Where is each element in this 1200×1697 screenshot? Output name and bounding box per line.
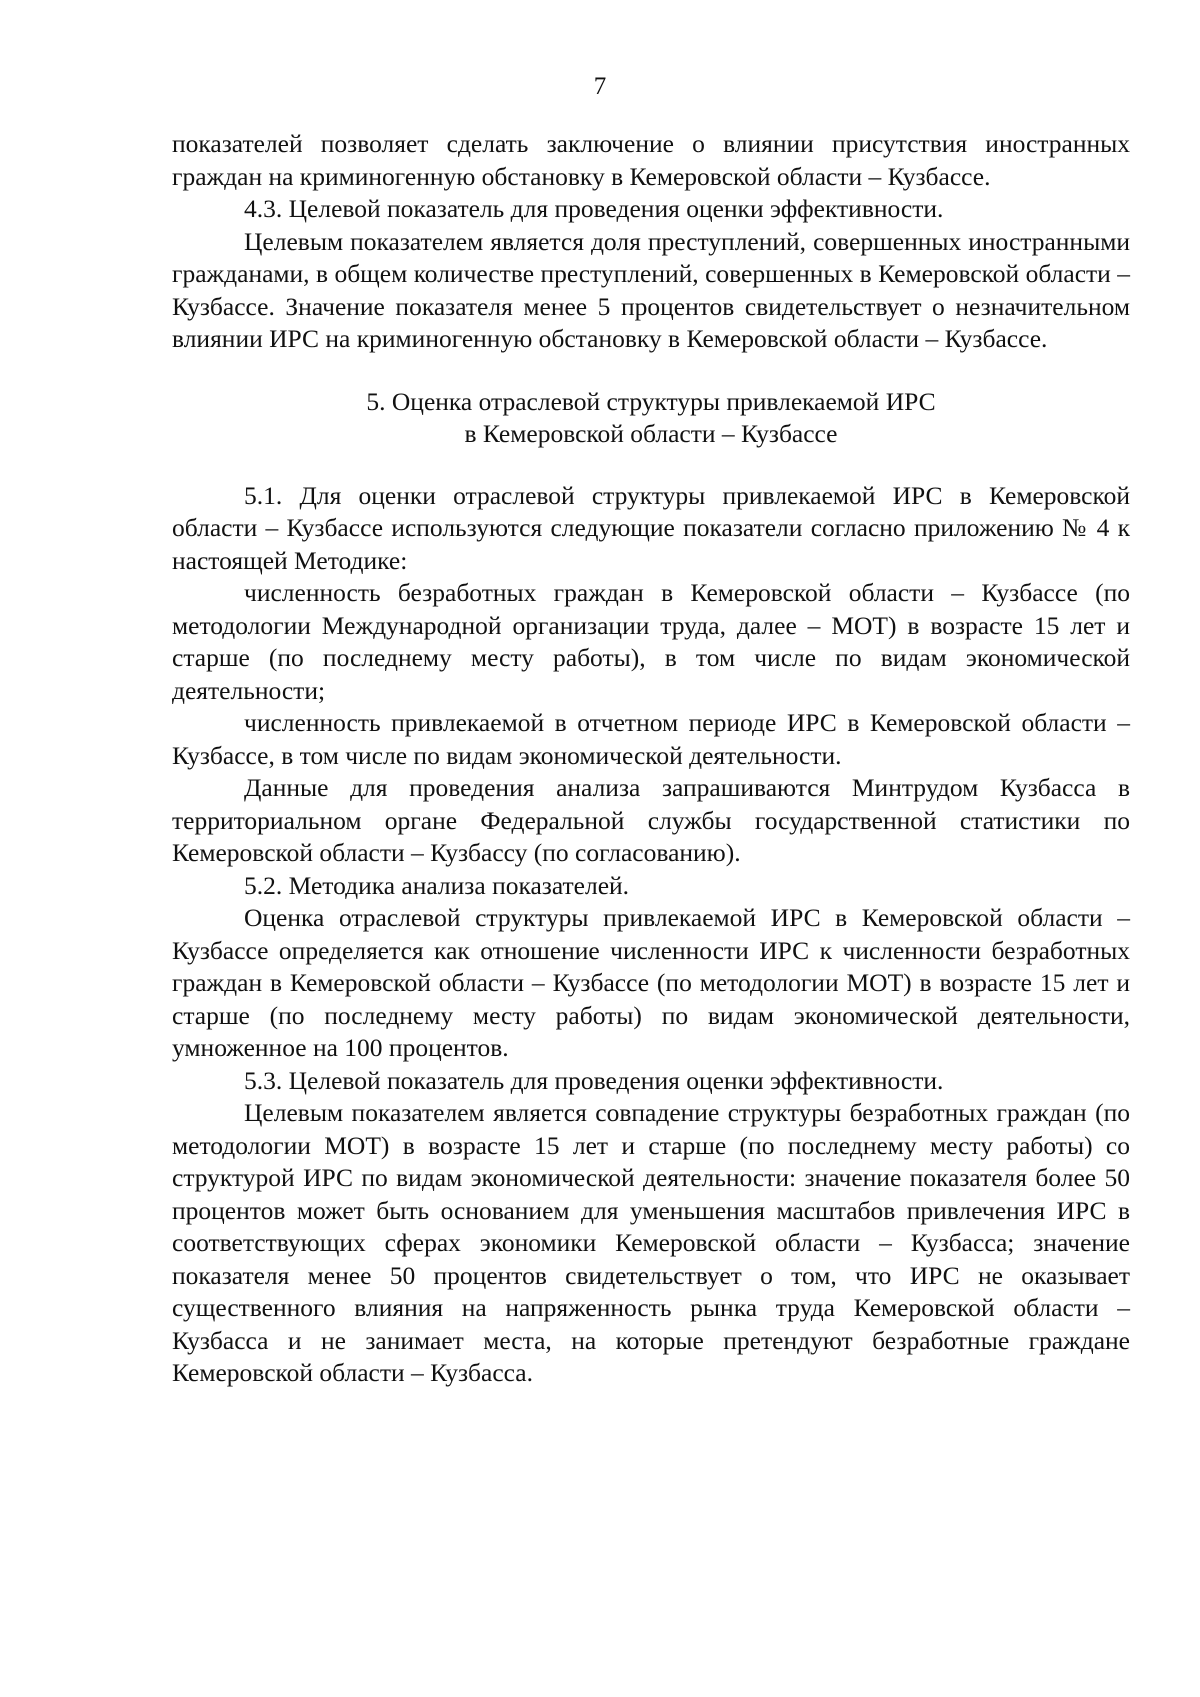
paragraph-4-3-title: 4.3. Целевой показатель для проведения оценки эффективности. (244, 194, 944, 223)
paragraph-5-1: 5.1. Для оценки отраслевой структуры привлекаемой ИРС в Кемеровской области – Кузбассе используются следующие показатели согласно приложению № 4 к настоящей Методике: (172, 480, 1130, 575)
section-5-heading-line2: в Кемеровской области – Кузбассе (464, 419, 838, 448)
section-5-heading-line1: 5. Оценка отраслевой структуры привлекаемой ИРС (366, 386, 936, 416)
paragraph-5-1-data-source: Данные для проведения анализа запрашиваются Минтрудом Кузбасса в территориальном органе Федеральной службы государственной статистики по Кемеровской области – Кузбассу (по согласованию). (172, 773, 1130, 867)
paragraph-5-3-title: 5.3. Целевой показатель для проведения оценки эффективности. (244, 1065, 944, 1095)
document-body (172, 128, 1130, 1390)
paragraph-5-1-indicator-unemployed: численность безработных граждан в Кемеровской области – Кузбассе (по методологии Международной организации труда, далее – МОТ) в возрасте 15 лет и старше (по последнему месту работы), в том числе по видам экономической деятельности; (172, 578, 1130, 705)
paragraph-5-2-body: Оценка отраслевой структуры привлекаемой ИРС в Кемеровской области – Кузбассе определяется как отношение численности ИРС к численности безработных граждан в Кемеровской области – Кузбассе (по методологии МОТ) в возрасте 15 лет и старше (по последнему месту работы) по видам экономической деятельности, умноженное на 100 процентов. (172, 903, 1130, 1062)
paragraph-5-3-body: Целевым показателем является совпадение структуры безработных граждан (по методологии МОТ) в возрасте 15 лет и старше (по последнему месту работы) со структурой ИРС по видам экономической деятельности: значение показателя более 50 процентов может быть основанием для уменьшения масштабов привлечения ИРС в соответствующих сферах экономики Кемеровской области – Кузбасса; значение показателя менее 50 процентов свидетельствует о том, что ИРС не оказывает существенного влияния на напряженность рынка труда Кемеровской области – Кузбасса и не занимает места, на которые претендуют безработные граждане Кемеровской области – Кузбасса. (172, 1098, 1130, 1387)
paragraphs-bottom (172, 480, 1130, 1390)
paragraphs-top (172, 128, 1130, 356)
paragraph-4-3-body: Целевым показателем является доля преступлений, совершенных иностранными гражданами, в общем количестве преступлений, совершенных в Кемеровской области – Кузбассе. Значение показателя менее 5 процентов свидетельствует о незначительном влиянии ИРС на криминогенную обстановку в Кемеровской области – Кузбассе. (172, 226, 1130, 353)
paragraph-continuation: показателей позволяет сделать заключение о влиянии присутствия иностранных граждан на криминогенную обстановку в Кемеровской области – Кузбассе. (172, 129, 1130, 191)
section-5-heading (172, 386, 1130, 451)
page-number: 7 (593, 73, 607, 100)
paragraph-5-2-title: 5.2. Методика анализа показателей. (244, 870, 630, 900)
paragraph-5-1-indicator-irs: численность привлекаемой в отчетном периоде ИРС в Кемеровской области – Кузбассе, в том числе по видам экономической деятельности. (172, 708, 1130, 770)
